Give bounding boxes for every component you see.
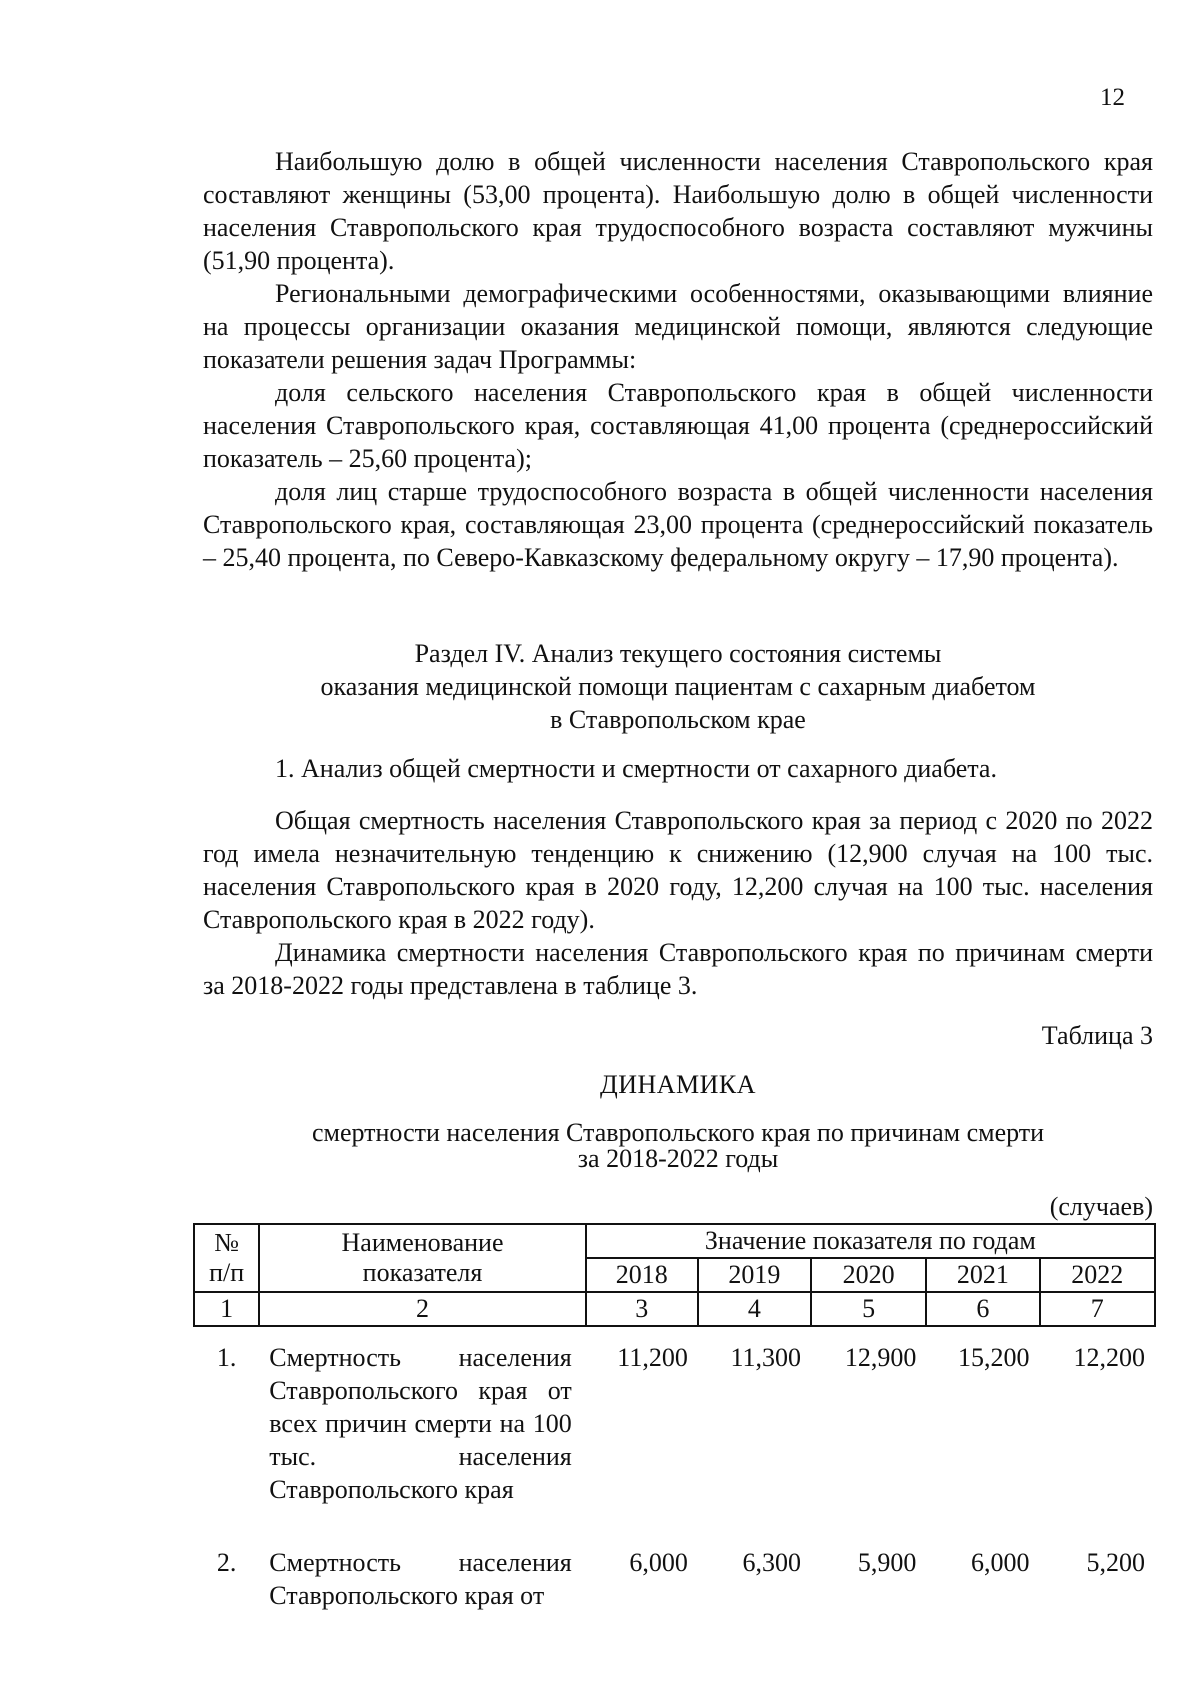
header-name-line: показателя <box>362 1258 483 1287</box>
header-name <box>259 1224 585 1292</box>
row-value: 6,000 <box>629 1548 688 1577</box>
table-row <box>194 1546 1155 1612</box>
paragraph: доля лиц старше трудоспособного возраста в общей численности населения Ставропольского края, составляющая 23,00 процента (среднероссийский показатель – 25,40 процента, по Северо-Кавказскому федеральному округу – 17,90 процента). <box>203 477 1153 572</box>
header-year: 2019 <box>698 1258 811 1292</box>
header-num <box>194 1224 259 1292</box>
table-title: ДИНАМИКА <box>599 1070 757 1099</box>
header-year: 2020 <box>811 1258 926 1292</box>
row-value: 11,300 <box>730 1343 801 1372</box>
analysis-text <box>203 804 1153 1002</box>
table-subtitle <box>203 1120 1153 1172</box>
table-units: (случаев) <box>1049 1192 1153 1221</box>
paragraph: Наибольшую долю в общей численности населения Ставропольского края составляют женщины (53,00 процента). Наибольшую долю в общей численности населения Ставропольского края трудоспособного возраста составляют мужчины (51,90 процента). <box>203 147 1153 275</box>
row-number: 2. <box>216 1548 237 1577</box>
header-year: 2018 <box>586 1258 698 1292</box>
section-title <box>203 637 1153 736</box>
row-value: 5,900 <box>857 1548 917 1577</box>
column-number: 4 <box>698 1292 811 1326</box>
column-number: 7 <box>1040 1292 1155 1326</box>
header-num-line: п/п <box>209 1258 245 1287</box>
table-label: Таблица 3 <box>1041 1021 1153 1050</box>
section-title-line: оказания медицинской помощи пациентам с сахарным диабетом <box>320 672 1036 701</box>
page-number: 12 <box>1100 84 1125 111</box>
row-value: 5,200 <box>1086 1548 1145 1577</box>
row-name: Смертность населения Ставропольского края от всех причин смерти на 100 тыс. населения Ставропольского края <box>269 1343 572 1504</box>
header-name-line: Наименование <box>341 1228 504 1257</box>
section-title-line: в Ставропольском крае <box>550 705 806 734</box>
intro-text <box>203 145 1153 574</box>
row-value: 6,000 <box>971 1548 1030 1577</box>
paragraph: Динамика смертности населения Ставропольского края по причинам смерти за 2018-2022 годы представлена в таблице 3. <box>203 938 1153 1000</box>
table-subtitle-line: за 2018-2022 годы <box>577 1144 779 1173</box>
column-number: 1 <box>194 1292 259 1326</box>
row-name: Смертность населения Ставропольского края от <box>269 1548 572 1610</box>
column-number: 5 <box>811 1292 926 1326</box>
mortality-table <box>193 1223 1156 1612</box>
table-spacer <box>194 1326 1155 1341</box>
paragraph: Региональными демографическими особенностями, оказывающими влияние на процессы организации оказания медицинской помощи, являются следующие показатели решения задач Программы: <box>203 279 1153 374</box>
header-year: 2022 <box>1040 1258 1155 1292</box>
header-values-group: Значение показателя по годам <box>586 1224 1155 1258</box>
row-number: 1. <box>216 1343 237 1372</box>
subheading: 1. Анализ общей смертности и смертности от сахарного диабета. <box>275 754 997 783</box>
header-year: 2021 <box>926 1258 1039 1292</box>
row-value: 6,300 <box>742 1548 801 1577</box>
row-value: 15,200 <box>958 1343 1030 1372</box>
row-value: 12,900 <box>844 1343 917 1372</box>
row-value: 11,200 <box>617 1343 688 1372</box>
paragraph: Общая смертность населения Ставропольского края за период с 2020 по 2022 год имела незначительную тенденцию к снижению (12,900 случая на 100 тыс. населения Ставропольского края в 2020 году, 12,200 случая на 100 тыс. населения Ставропольского края в 2022 году). <box>203 806 1153 934</box>
section-title-line: Раздел IV. Анализ текущего состояния системы <box>414 639 942 668</box>
row-value: 12,200 <box>1073 1343 1145 1372</box>
column-number: 6 <box>926 1292 1039 1326</box>
column-number: 2 <box>259 1292 585 1326</box>
paragraph: доля сельского населения Ставропольского края в общей численности населения Ставропольского края, составляющая 41,00 процента (среднероссийский показатель – 25,60 процента); <box>203 378 1153 473</box>
table-subtitle-line: смертности населения Ставропольского края по причинам смерти <box>311 1118 1045 1147</box>
header-num-line: № <box>214 1228 240 1257</box>
column-number: 3 <box>586 1292 698 1326</box>
table-spacer <box>194 1506 1155 1546</box>
table-row <box>194 1341 1155 1506</box>
